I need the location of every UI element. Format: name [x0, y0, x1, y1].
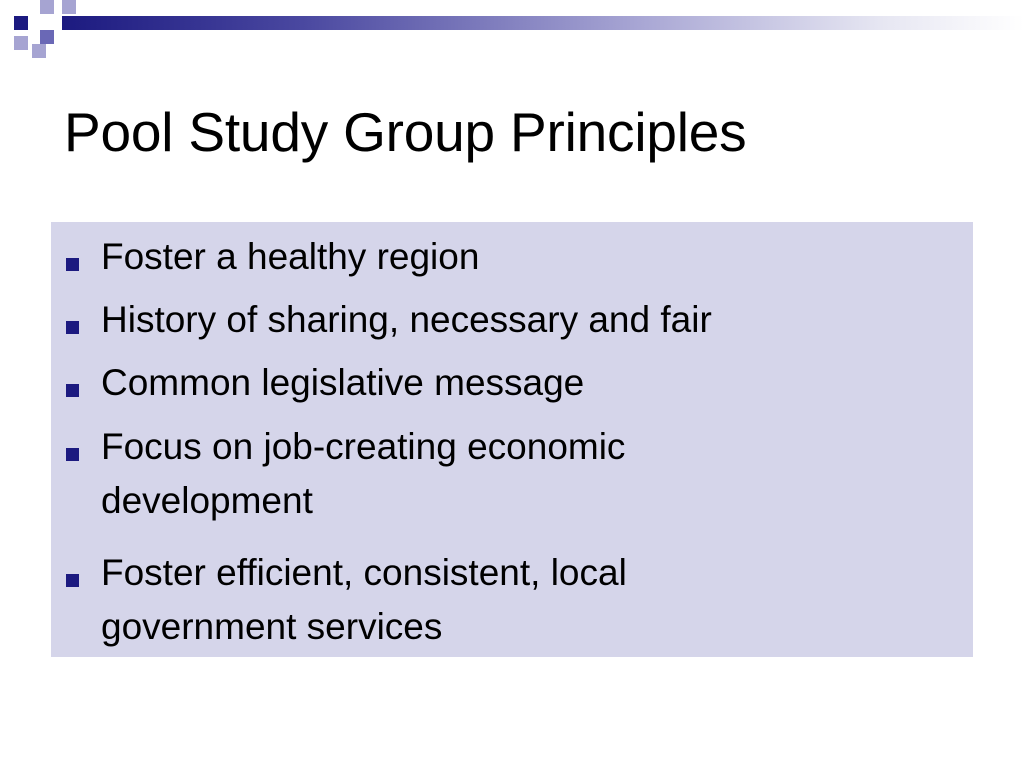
- square-bullet-icon: [66, 448, 79, 461]
- checker-square: [40, 30, 54, 44]
- content-box: [51, 222, 973, 657]
- bullet-text: Foster efficient, consistent, local: [101, 552, 627, 593]
- header-checker-decoration: [0, 0, 80, 62]
- header-gradient-bar: [62, 16, 1024, 30]
- checker-square: [32, 44, 46, 58]
- bullet-text: Focus on job-creating economic: [101, 426, 626, 467]
- bullet-text: History of sharing, necessary and fair: [101, 299, 712, 340]
- checker-square: [40, 0, 54, 14]
- bullet-text: Common legislative message: [101, 362, 585, 403]
- slide-title: Pool Study Group Principles: [64, 101, 747, 163]
- checker-square: [62, 0, 76, 14]
- square-bullet-icon: [66, 574, 79, 587]
- bullet-text-continuation: government services: [101, 606, 443, 647]
- bullet-text: Foster a healthy region: [101, 236, 480, 277]
- bullet-text-continuation: development: [101, 480, 313, 521]
- square-bullet-icon: [66, 384, 79, 397]
- checker-square: [14, 16, 28, 30]
- square-bullet-icon: [66, 321, 79, 334]
- square-bullet-icon: [66, 258, 79, 271]
- checker-square: [14, 36, 28, 50]
